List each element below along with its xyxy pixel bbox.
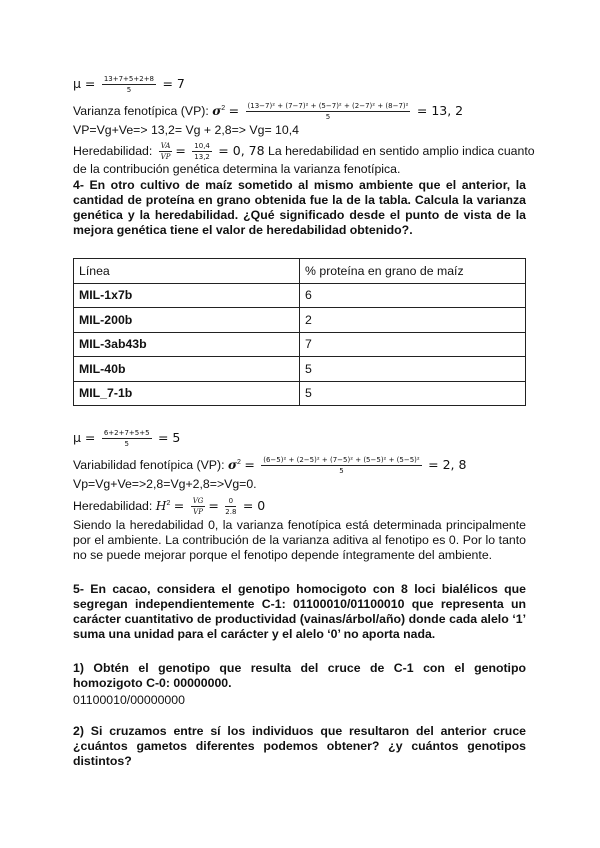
mean-fraction-2: $\frac{6+2+7+5+5}{5}$ (103, 429, 150, 448)
table-row: MIL-3ab43b 7 (74, 332, 526, 357)
variance-fraction-1: $\frac{\text{(13−7)² + (7−7)² + (5−7)² + (2−7)² + (8−7)²}}{5}$ (247, 102, 409, 122)
question-5: 5- En cacao, considera el genotipo homocigoto con 8 loci bialélicos que segregan independientemente C-1: 01100010/01100010 que representa un carácter cuantitativo de productividad (vainas/árbol/año) donde cada alelo ‘1’ suma una unidad para el carácter y el alelo ‘0’ no aporta nada. (73, 582, 526, 641)
mean-formula-1: µ = $\frac{13+7+5+2+8}{5}$ = 7 (73, 75, 185, 94)
variance-formula-2: Variabilidad fenotípica (VP): $\sigma^2$ = $\frac{\text{(6−5)² + (2−5)² + (7−5)² + (5−5)² + (5−5)²}}{5}$ = 2, 8 (73, 456, 467, 476)
variance-formula-1: Varianza fenotípica (VP): $\sigma^2$ = $\frac{\text{(13−7)² + (7−7)² + (5−7)² + (2−7)² + (8−7)²}}{5}$ = 13, 2 (73, 102, 464, 122)
heritability-conclusion: Siendo la heredabilidad 0, la varianza fenotípica está determinada principalmente por el ambiente. La contribución de la varianza aditiva al fenotipo es 0. Por lo tanto no se puede mejorar porque el fenotipo depende íntegramente del ambiente. (73, 518, 526, 562)
protein-table (73, 258, 526, 406)
question-5-2: 2) Si cruzamos entre sí los individuos que resultaron del anterior cruce ¿cuántos gametos diferentes podemos obtener? ¿y cuántos genotipos distintos? (73, 724, 526, 768)
table-header-line: Línea (74, 259, 300, 284)
table-row: MIL-200b 2 (74, 308, 526, 333)
heritability-text-1: de la contribución genética determina la varianza fenotípica. (73, 162, 401, 176)
variance-fraction-2: $\frac{\text{(6−5)² + (2−5)² + (7−5)² + (5−5)² + (5−5)²}}{5}$ (263, 456, 420, 476)
vp-equation-2: Vp=Vg+Ve=>2,8=Vg+2,8=>Vg=0. (73, 477, 257, 491)
question-4: 4- En otro cultivo de maíz sometido al mismo ambiente que el anterior, la cantidad de proteína en grano obtenida fue la de la tabla. Calcula la varianza genética y la heredabilidad. ¿Qué significado desde el punto de vista de la mejora genética tiene el valor de heredabilidad obtenido?. (73, 178, 526, 237)
heritability-line-1: Heredabilidad: $\frac{VA}{VP}$ = $\frac{10,4}{13,2}$ = 0, 78 La heredabilidad en sentido amplio indica cuanto (73, 142, 535, 161)
question-5-1: 1) Obtén el genotipo que resulta del cruce de C-1 con el genotipo homozigoto C-0: 00000000. (73, 661, 526, 690)
table-header-protein: % proteína en grano de maíz (300, 259, 526, 284)
table-row: MIL-40b 5 (74, 357, 526, 382)
mean-fraction-1: $\frac{13+7+5+2+8}{5}$ (103, 75, 155, 94)
table-row: MIL_7-1b 5 (74, 381, 526, 406)
mean-formula-2: µ = $\frac{6+2+7+5+5}{5}$ = 5 (73, 429, 181, 448)
answer-5-1: 01100010/00000000 (73, 693, 185, 707)
heritability-line-2: Heredabilidad: $H^2$ = $\frac{VG}{VP}$ = $\frac{0}{2.8}$ = 0 (73, 497, 266, 517)
vp-equation-1: VP=Vg+Ve=> 13,2= Vg + 2,8=> Vg= 10,4 (73, 123, 299, 137)
table-header-row (74, 259, 526, 284)
table-row: MIL-1x7b 6 (74, 283, 526, 308)
